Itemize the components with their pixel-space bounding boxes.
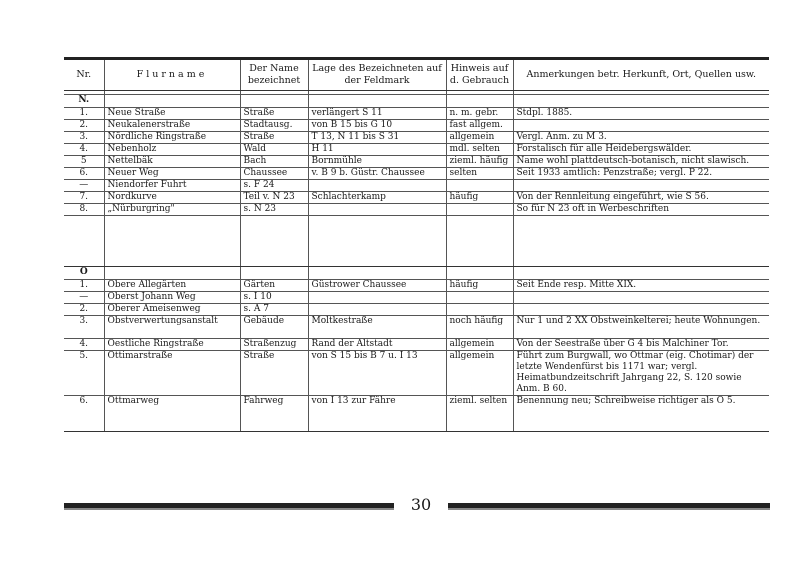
header-lage: Lage des Bezeichneten auf der Feldmark [308, 60, 446, 91]
row-lage: Güstrower Chaussee [308, 280, 446, 292]
row-nr: 4. [64, 144, 104, 156]
row-bezeichnet: Straße [240, 351, 308, 396]
row-anmerkung: Führt zum Burgwall, wo Ottmar (eig. Chotimar) der letzte Wendenfürst bis 1171 war; vergl. Heimatbundzeitschrift Jahrgang 22, S. 120 sowie Anm. B 60. [513, 351, 769, 396]
section-heading-n [64, 95, 769, 108]
row-bezeichnet: Stadtausg. [240, 120, 308, 132]
table-row [64, 132, 769, 144]
row-flurname: Ottimarstraße [104, 351, 240, 396]
row-flurname: Obstverwertungsanstalt [104, 316, 240, 339]
row-flurname: Nördliche Ringstraße [104, 132, 240, 144]
row-bezeichnet: s. F 24 [240, 180, 308, 192]
row-hinweis: zieml. häufig [446, 156, 513, 168]
table-row [64, 292, 769, 304]
row-anmerkung: Von der Rennleitung eingeführt, wie S 56. [513, 192, 769, 204]
row-flurname: Oberer Ameisenweg [104, 304, 240, 316]
row-bezeichnet: Gärten [240, 280, 308, 292]
row-hinweis: allgemein [446, 351, 513, 396]
row-nr: 6. [64, 396, 104, 432]
page-number: 30 [410, 495, 432, 514]
row-anmerkung [513, 304, 769, 316]
header-flurname: Flurname [104, 60, 240, 91]
row-hinweis: allgemein [446, 132, 513, 144]
table-row [64, 204, 769, 216]
row-hinweis [446, 204, 513, 216]
row-bezeichnet: Wald [240, 144, 308, 156]
row-nr: — [64, 180, 104, 192]
row-lage: Rand der Altstadt [308, 339, 446, 351]
row-hinweis: häufig [446, 192, 513, 204]
row-bezeichnet: Straßenzug [240, 339, 308, 351]
row-bezeichnet: Fahrweg [240, 396, 308, 432]
row-bezeichnet: Straße [240, 108, 308, 120]
flurnamen-table [64, 60, 769, 432]
row-flurname: Nettelbäk [104, 156, 240, 168]
row-hinweis: noch häufig [446, 316, 513, 339]
row-hinweis [446, 292, 513, 304]
row-hinweis [446, 304, 513, 316]
row-nr: — [64, 292, 104, 304]
table-row [64, 339, 769, 351]
row-flurname: Oberst Johann Weg [104, 292, 240, 304]
row-anmerkung [513, 180, 769, 192]
header-anmerkungen: Anmerkungen betr. Herkunft, Ort, Quellen usw. [513, 60, 769, 91]
row-flurname: Nordkurve [104, 192, 240, 204]
table-row [64, 168, 769, 180]
row-hinweis: n. m. gebr. [446, 108, 513, 120]
table-row [64, 396, 769, 432]
row-hinweis: allgemein [446, 339, 513, 351]
row-flurname: Niendorfer Fuhrt [104, 180, 240, 192]
row-bezeichnet: Bach [240, 156, 308, 168]
section-letter: O [64, 267, 104, 280]
row-bezeichnet: s. I 10 [240, 292, 308, 304]
footer-rule-right [448, 503, 770, 510]
row-lage: von I 13 zur Fähre [308, 396, 446, 432]
row-anmerkung: Forstalisch für alle Heidebergswälder. [513, 144, 769, 156]
row-flurname: Neue Straße [104, 108, 240, 120]
header-hinweis: Hinweis auf d. Gebrauch [446, 60, 513, 91]
row-nr: 1. [64, 108, 104, 120]
row-lage: T 13, N 11 bis S 31 [308, 132, 446, 144]
row-hinweis: zieml. selten [446, 396, 513, 432]
row-lage: Bornmühle [308, 156, 446, 168]
table-row [64, 192, 769, 204]
row-lage: von B 15 bis G 10 [308, 120, 446, 132]
row-flurname: Obere Allegärten [104, 280, 240, 292]
row-nr: 3. [64, 132, 104, 144]
row-bezeichnet: s. N 23 [240, 204, 308, 216]
row-bezeichnet: s. A 7 [240, 304, 308, 316]
row-bezeichnet: Straße [240, 132, 308, 144]
row-anmerkung [513, 292, 769, 304]
row-bezeichnet: Gebäude [240, 316, 308, 339]
row-anmerkung: Seit 1933 amtlich: Penzstraße; vergl. P 22. [513, 168, 769, 180]
table-row [64, 304, 769, 316]
section-heading-o [64, 267, 769, 280]
row-lage: H 11 [308, 144, 446, 156]
row-hinweis [446, 180, 513, 192]
header-name-bezeichnet: Der Name bezeichnet [240, 60, 308, 91]
row-anmerkung: Benennung neu; Schreibweise richtiger als O 5. [513, 396, 769, 432]
table-row [64, 156, 769, 168]
row-bezeichnet: Chaussee [240, 168, 308, 180]
table-row [64, 280, 769, 292]
row-nr: 4. [64, 339, 104, 351]
row-anmerkung [513, 120, 769, 132]
row-hinweis: fast allgem. [446, 120, 513, 132]
row-flurname: „Nürburgring" [104, 204, 240, 216]
table-header-row [64, 60, 769, 91]
row-lage [308, 204, 446, 216]
row-hinweis: häufig [446, 280, 513, 292]
row-bezeichnet: Teil v. N 23 [240, 192, 308, 204]
row-hinweis: selten [446, 168, 513, 180]
row-flurname: Neuer Weg [104, 168, 240, 180]
row-nr: 5 [64, 156, 104, 168]
footer-rule-left [64, 503, 394, 510]
row-nr: 7. [64, 192, 104, 204]
row-lage: Schlachterkamp [308, 192, 446, 204]
row-lage [308, 292, 446, 304]
table-row [64, 316, 769, 339]
row-anmerkung: Von der Seestraße über G 4 bis Malchiner Tor. [513, 339, 769, 351]
row-lage [308, 180, 446, 192]
row-lage: Moltkestraße [308, 316, 446, 339]
row-anmerkung: Vergl. Anm. zu M 3. [513, 132, 769, 144]
row-nr: 1. [64, 280, 104, 292]
row-nr: 3. [64, 316, 104, 339]
row-flurname: Nebenholz [104, 144, 240, 156]
table-row [64, 351, 769, 396]
row-nr: 8. [64, 204, 104, 216]
row-hinweis: mdl. selten [446, 144, 513, 156]
row-anmerkung: Nur 1 und 2 XX Obstweinkelterei; heute Wohnungen. [513, 316, 769, 339]
section-letter: N. [64, 95, 104, 108]
row-flurname: Ottmarweg [104, 396, 240, 432]
row-nr: 6. [64, 168, 104, 180]
table-row [64, 120, 769, 132]
row-nr: 2. [64, 304, 104, 316]
row-nr: 2. [64, 120, 104, 132]
row-nr: 5. [64, 351, 104, 396]
row-anmerkung: Seit Ende resp. Mitte XIX. [513, 280, 769, 292]
table-row [64, 144, 769, 156]
row-anmerkung: Stdpl. 1885. [513, 108, 769, 120]
row-lage: v. B 9 b. Güstr. Chaussee [308, 168, 446, 180]
row-flurname: Neukalenerstraße [104, 120, 240, 132]
row-anmerkung: Name wohl plattdeutsch-botanisch, nicht slawisch. [513, 156, 769, 168]
table-row [64, 108, 769, 120]
row-flurname: Oestliche Ringstraße [104, 339, 240, 351]
row-anmerkung: So für N 23 oft in Werbeschriften [513, 204, 769, 216]
header-nr: Nr. [64, 60, 104, 91]
row-lage: von S 15 bis B 7 u. I 13 [308, 351, 446, 396]
row-lage [308, 304, 446, 316]
row-lage: verlängert S 11 [308, 108, 446, 120]
table-row [64, 180, 769, 192]
